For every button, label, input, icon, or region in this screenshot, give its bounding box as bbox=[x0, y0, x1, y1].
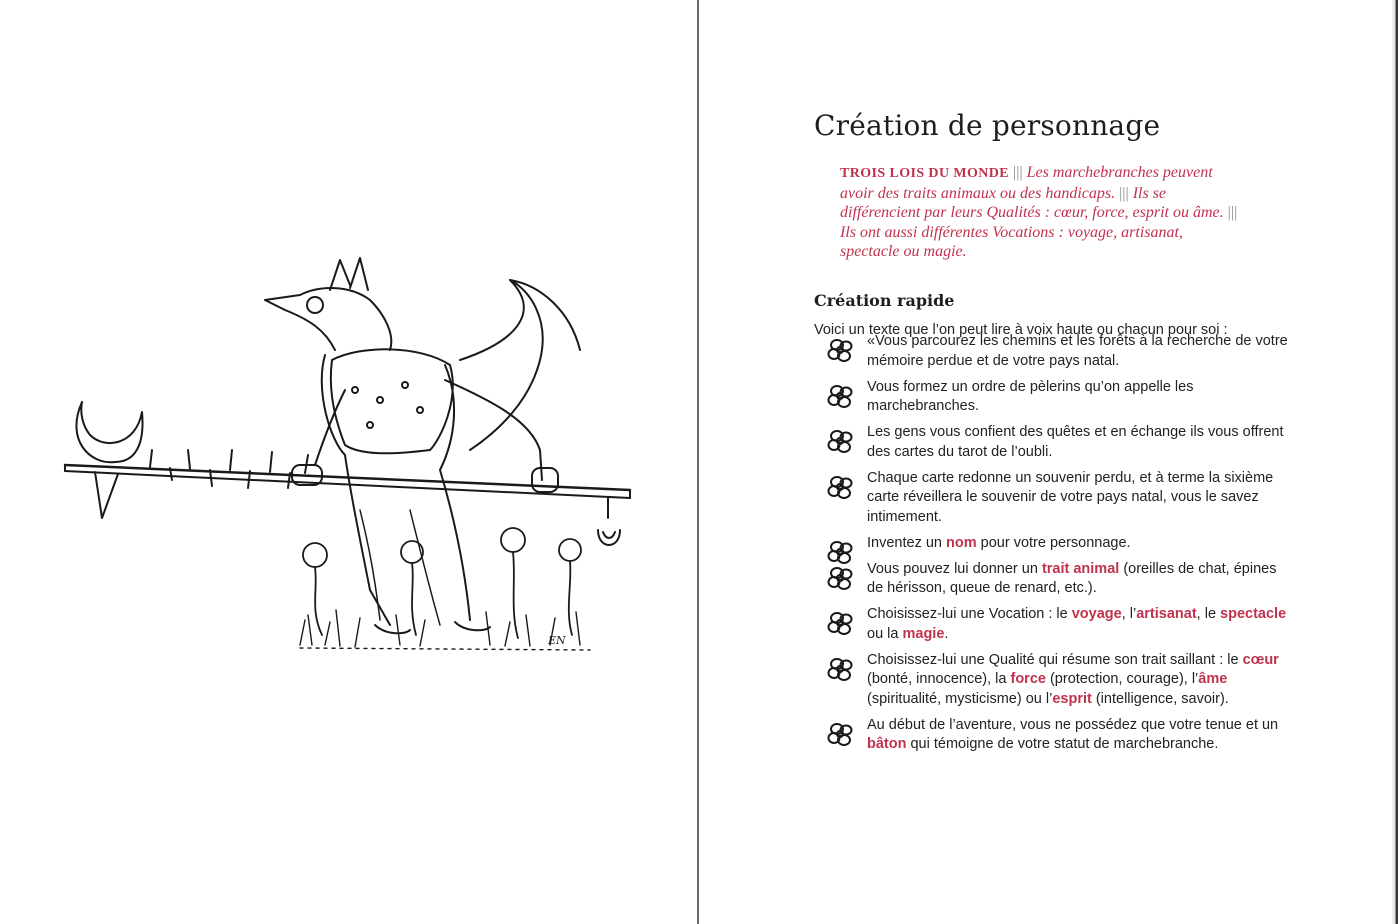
text-run: Inventez un bbox=[867, 534, 946, 551]
list-item-text bbox=[867, 652, 1279, 707]
highlighted-term: bâton bbox=[867, 736, 907, 752]
artist-signature: EN bbox=[548, 634, 566, 647]
text-run: «Vous parcourez les chemins et les forêts à la recherche de votre mémoire perdue et de votre pays natal. bbox=[867, 333, 1288, 369]
highlighted-term: trait animal bbox=[1041, 560, 1120, 577]
text-run: , l’ bbox=[1121, 606, 1137, 622]
text-run: (protection, courage), l’ bbox=[1045, 671, 1199, 687]
text-run: , le bbox=[1196, 606, 1221, 622]
text-run: (spiritualité, mysticisme) ou l’ bbox=[867, 690, 1053, 707]
list-item bbox=[826, 534, 1296, 554]
world-laws-box bbox=[840, 163, 1240, 262]
laws-heading: TROIS LOIS DU MONDE bbox=[840, 166, 1010, 181]
list-item-text bbox=[867, 606, 1286, 642]
intro-text: Voici un texte que l’on peut lire à voix haute ou chacun pour soi : bbox=[814, 321, 1228, 338]
list-item-text bbox=[867, 333, 1288, 369]
page-edge bbox=[1392, 0, 1400, 924]
list-item bbox=[826, 605, 1296, 644]
text-run: qui témoigne de votre statut de marchebranche. bbox=[906, 736, 1219, 752]
list-item-text bbox=[867, 379, 1193, 415]
flower-icon bbox=[826, 427, 856, 457]
text-run: . bbox=[944, 625, 949, 642]
text-run: ou la bbox=[867, 625, 903, 642]
list-item-text bbox=[867, 470, 1273, 525]
list-item bbox=[826, 716, 1296, 755]
text-run: (intelligence, savoir). bbox=[1091, 690, 1229, 707]
laws-separator: ||| bbox=[1119, 184, 1129, 202]
section-subtitle: Création rapide bbox=[814, 291, 955, 311]
text-run: (oreilles de chat, épines de hérisson, queue de renard, etc.). bbox=[867, 560, 1277, 596]
fox-warrior-illustration bbox=[60, 250, 640, 660]
highlighted-term: âme bbox=[1198, 671, 1228, 687]
text-run: pour votre personnage. bbox=[976, 534, 1131, 551]
page-title: Création de personnage bbox=[814, 108, 1161, 142]
text-run: Vous formez un ordre de pèlerins qu’on appelle les marchebranches. bbox=[867, 378, 1194, 414]
text-run: Chaque carte redonne un souvenir perdu, et à terme la sixième carte réveillera le souvenir de votre pays natal, vous le savez intimement. bbox=[867, 469, 1274, 525]
list-item-text bbox=[867, 535, 1131, 551]
text-run: (bonté, innocence), la bbox=[867, 671, 1011, 687]
list-item-text bbox=[867, 717, 1278, 753]
text-run: Vous pouvez lui donner un bbox=[867, 560, 1042, 577]
list-item-text bbox=[867, 424, 1284, 460]
highlighted-term: magie bbox=[902, 625, 945, 642]
flower-icon bbox=[826, 564, 856, 594]
list-item bbox=[826, 378, 1296, 417]
text-run: Au début de l’aventure, vous ne possédez que votre tenue et un bbox=[867, 716, 1279, 733]
flower-icon bbox=[826, 720, 856, 750]
highlighted-term: cœur bbox=[1242, 651, 1279, 668]
list-item bbox=[826, 332, 1296, 371]
law-1: Les marchebranches peuvent avoir des traits animaux ou des handicaps. bbox=[840, 164, 1213, 202]
laws-separator: ||| bbox=[1227, 204, 1238, 221]
highlighted-term: force bbox=[1010, 671, 1046, 687]
steps-list bbox=[826, 332, 1296, 761]
left-page bbox=[0, 0, 697, 924]
flower-icon bbox=[826, 473, 856, 503]
highlighted-term: voyage bbox=[1071, 606, 1122, 622]
laws-separator: ||| bbox=[1013, 164, 1023, 181]
flower-icon bbox=[826, 655, 856, 685]
list-item bbox=[826, 651, 1296, 710]
law-2: Ils se différencient par leurs Qualités : cœur, force, esprit ou âme. bbox=[840, 184, 1224, 221]
text-run: Choisissez-lui une Qualité qui résume son trait saillant : le bbox=[867, 651, 1243, 668]
list-item bbox=[826, 469, 1296, 528]
law-3: Ils ont aussi différentes Vocations : voyage, artisanat, spectacle ou magie. bbox=[840, 223, 1183, 260]
list-item bbox=[826, 560, 1296, 599]
flower-icon bbox=[826, 336, 856, 366]
flower-icon bbox=[826, 609, 856, 639]
text-run: Choisissez-lui une Vocation : le bbox=[867, 606, 1072, 622]
highlighted-term: esprit bbox=[1052, 690, 1092, 707]
text-run: Les gens vous confient des quêtes et en échange ils vous offrent des cartes du tarot de l’oubli. bbox=[867, 424, 1284, 460]
highlighted-term: nom bbox=[946, 534, 977, 551]
flower-icon bbox=[826, 382, 856, 412]
list-item-text bbox=[867, 561, 1276, 597]
list-item bbox=[826, 423, 1296, 462]
highlighted-term: spectacle bbox=[1220, 606, 1287, 622]
highlighted-term: artisanat bbox=[1136, 606, 1197, 622]
